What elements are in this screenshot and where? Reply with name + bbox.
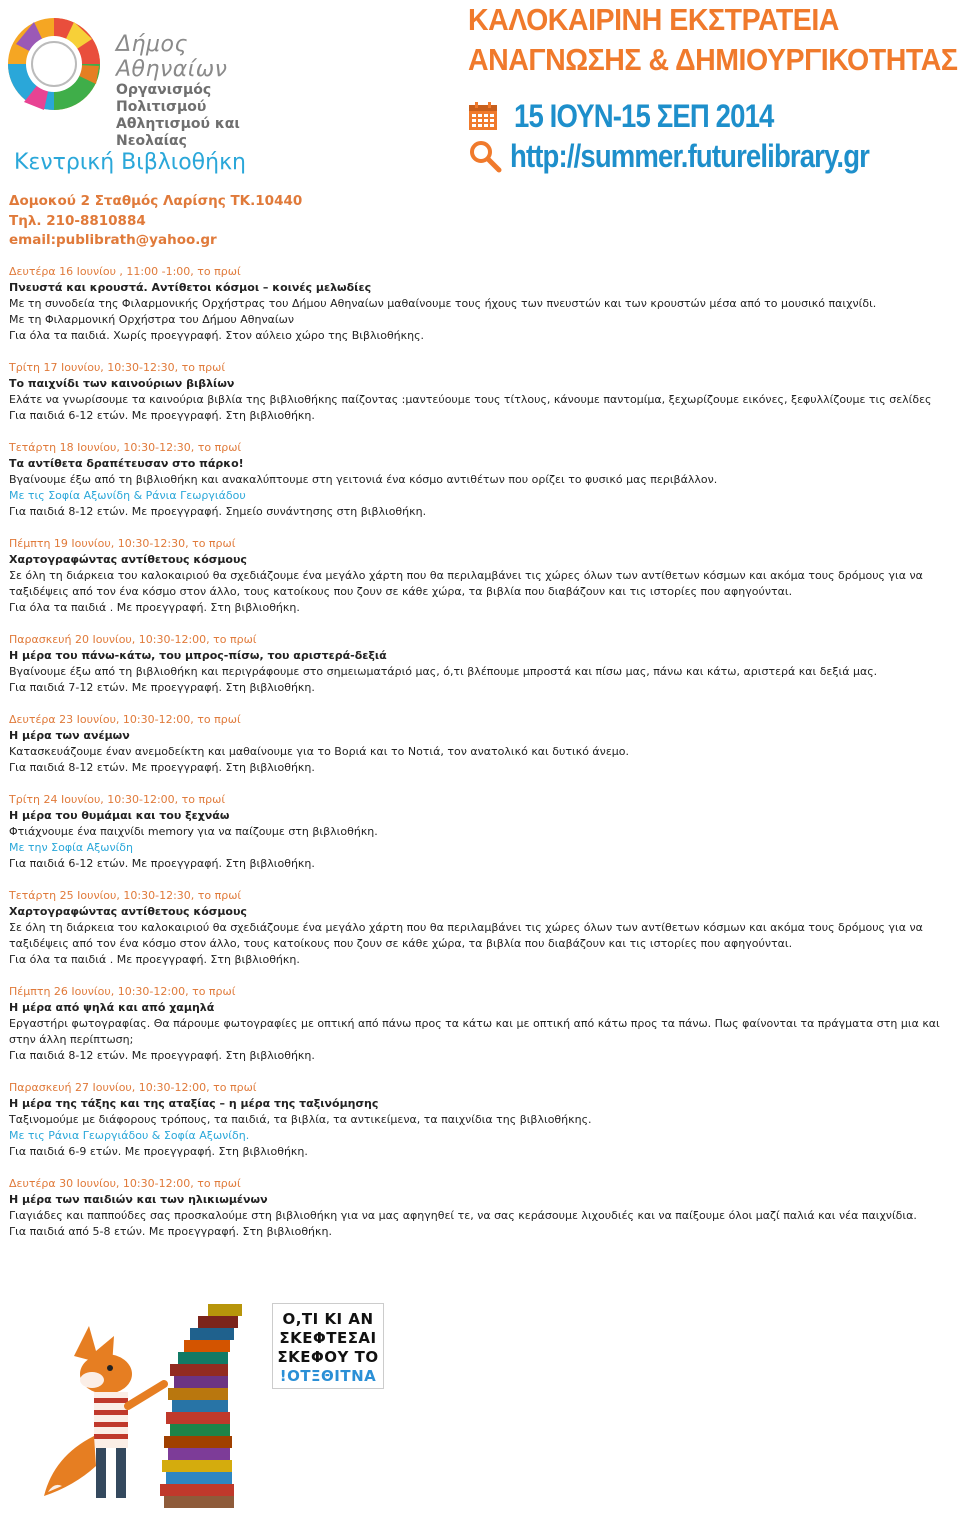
event-description: Εργαστήρι φωτογραφίας. Θα πάρουμε φωτογραφίες με οπτική από πάνω προς τα κάτω και με οπτική από κάτω προς τα πάνω. Πως φαίνονται τα πράγματα στη μια και στην άλλη περίπτωση; xyxy=(9,1017,940,1046)
event-description: Ελάτε να γνωρίσουμε τα καινούρια βιβλία της βιβλιοθήκης παίζοντας :μαντεύουμε τους τίτλους, κάνουμε παντομίμα, ξεχωρίζουμε εικόνες, ξεφυλλίζουμε τις σελίδες xyxy=(9,393,932,406)
event-info: Για παιδιά 7-12 ετών. Με προεγγραφή. Στη βιβλιοθήκη. xyxy=(9,681,315,694)
event-item xyxy=(9,632,957,696)
logo-organization-line2: Αθλητισμού και Νεολαίας xyxy=(116,116,240,149)
fox-icon xyxy=(44,1326,164,1498)
event-title: Το παιχνίδι των καινούριων βιβλίων xyxy=(9,377,235,390)
event-item xyxy=(9,536,957,616)
calendar-icon xyxy=(468,101,498,131)
event-hosts: Με την Σοφία Αξωνίδη xyxy=(9,841,134,854)
event-description: Γιαγιάδες και παππούδες σας προσκαλούμε στη βιβλιοθήκη για να μας αφηγηθεί τε, να σας κεράσουμε λιχουδιές και να παίξουμε όλοι μαζί παλιά και νέα παιχνίδια. xyxy=(9,1209,917,1222)
event-title: Τα αντίθετα δραπέτευσαν στο πάρκο! xyxy=(9,457,244,470)
slogan-line2: ΣΚΕΦΤΕΣΑΙ xyxy=(279,1329,377,1347)
event-title: Χαρτογραφώντας αντίθετους κόσμους xyxy=(9,553,247,566)
campaign-dates-text: 15 ΙΟΥΝ-15 ΣΕΠ 2014 xyxy=(514,97,774,134)
event-title: Η μέρα της τάξης και της αταξίας – η μέρα της ταξινόμησης xyxy=(9,1097,379,1110)
event-hosts: Με τις Ράνια Γεωργιάδου & Σοφία Αξωνίδη. xyxy=(9,1129,250,1142)
event-info: Για παιδιά 8-12 ετών. Με προεγγραφή. Στη βιβλιοθήκη. xyxy=(9,1049,315,1062)
event-info: Για όλα τα παιδιά . Με προεγγραφή. Στη βιβλιοθήκη. xyxy=(9,601,300,614)
event-date: Δευτέρα 16 Ιουνίου , 11:00 -1:00, το πρωί xyxy=(9,265,241,278)
event-info: Για όλα τα παιδιά . Με προεγγραφή. Στη βιβλιοθήκη. xyxy=(9,953,300,966)
logo-organization-line1: Οργανισμός Πολιτισμού xyxy=(116,82,212,115)
library-title: Κεντρική Βιβλιοθήκη xyxy=(14,150,246,175)
event-item xyxy=(9,440,957,520)
event-description: Σε όλη τη διάρκεια του καλοκαιριού θα σχεδιάζουμε ένα μεγάλο χάρτη που θα περιλαμβάνει τις χώρες όλων των αντίθετων κόσμων και ακόμα τους δρόμους για να ταξιδέψεις από τον ένα κόσμο στον άλλο, τους κατοίκους που ζουν σε κάθε χώρα, τα βιβλία που διαβάζουν και τις ιστορίες που αφηγούνται. xyxy=(9,569,923,598)
campaign-title-line1: ΚΑΛΟΚΑΙΡΙΝΗ ΕΚΣΤΡΑΤΕΙΑ xyxy=(468,2,839,37)
slogan-line3: ΣΚΕΦΟΥ ΤΟ xyxy=(277,1348,379,1366)
event-item xyxy=(9,1080,957,1160)
event-info: Για παιδιά 8-12 ετών. Με προεγγραφή. Σημείο συνάντησης στη βιβλιοθήκη. xyxy=(9,505,427,518)
event-hosts: Με τις Σοφία Αξωνίδη & Ράνια Γεωργιάδου xyxy=(9,489,246,502)
municipality-logo xyxy=(4,10,274,149)
event-date: Τετάρτη 25 Ιουνίου, 10:30-12:30, το πρωί xyxy=(9,889,242,902)
slogan-box xyxy=(272,1303,384,1389)
logo-municipality-name: Δήμος Αθηναίων xyxy=(116,32,228,82)
event-info: Για παιδιά από 5-8 ετών. Με προεγγραφή. Στη βιβλιοθήκη. xyxy=(9,1225,332,1238)
event-info: Για όλα τα παιδιά. Χωρίς προεγγραφή. Στον αύλειο χώρο της Βιβλιοθήκης. xyxy=(9,329,425,342)
event-date: Πέμπτη 26 Ιουνίου, 10:30-12:00, το πρωί xyxy=(9,985,236,998)
event-date: Τρίτη 24 Ιουνίου, 10:30-12:00, το πρωί xyxy=(9,793,226,806)
event-description: Ταξινομούμε με διάφορους τρόπους, τα παιδιά, τα βιβλία, τα αντικείμενα, τα παιχνίδια της βιβλιοθήκης. xyxy=(9,1113,592,1126)
campaign-url[interactable] xyxy=(468,136,927,176)
event-date: Πέμπτη 19 Ιουνίου, 10:30-12:30, το πρωί xyxy=(9,537,236,550)
event-description: Σε όλη τη διάρκεια του καλοκαιριού θα σχεδιάζουμε ένα μεγάλο χάρτη που θα περιλαμβάνει τις χώρες όλων των αντίθετων κόσμων και ακόμα τους δρόμους για να ταξιδέψεις από τον ένα κόσμο στον άλλο, τους κατοίκους που ζουν σε κάθε χώρα, τα βιβλία που διαβάζουν και τις ιστορίες που αφηγούνται. xyxy=(9,921,923,950)
event-item xyxy=(9,792,957,872)
event-title: Η μέρα των ανέμων xyxy=(9,729,130,742)
campaign-title-line2: ΑΝΑΓΝΩΣΗΣ & ΔΗΜΙΟΥΡΓΙΚΟΤΗΤΑΣ xyxy=(468,42,958,77)
event-title: Η μέρα του πάνω-κάτω, του μπρος-πίσω, του αριστερά-δεξιά xyxy=(9,649,387,662)
event-date: Τετάρτη 18 Ιουνίου, 10:30-12:30, το πρωί xyxy=(9,441,242,454)
event-title: Πνευστά και κρουστά. Αντίθετοι κόσμοι – κοινές μελωδίες xyxy=(9,281,372,294)
event-date: Παρασκευή 27 Ιουνίου, 10:30-12:00, το πρωί xyxy=(9,1081,257,1094)
event-info: Για παιδιά 8-12 ετών. Με προεγγραφή. Στη βιβλιοθήκη. xyxy=(9,761,315,774)
event-title: Η μέρα του θυμάμαι και του ξεχνάω xyxy=(9,809,230,822)
event-description: Φτιάχνουμε ένα παιχνίδι memory για να παίζουμε στη βιβλιοθήκη. xyxy=(9,825,378,838)
slogan-line1: Ο,ΤΙ ΚΙ ΑΝ xyxy=(282,1310,374,1328)
event-description: Με τη συνοδεία της Φιλαρμονικής Ορχήστρας του Δήμου Αθηναίων μαθαίνουμε τους ήχους των πνευστών και των κρουστών μέσα από το μουσικό παιχνίδι. xyxy=(9,297,877,310)
phone: Τηλ. 210-8810884 xyxy=(9,212,146,229)
event-description: Κατασκευάζουμε έναν ανεμοδείκτη και μαθαίνουμε για το Βοριά και το Νοτιά, τον ανατολικό και δυτικό άνεμο. xyxy=(9,745,629,758)
search-icon xyxy=(468,139,502,173)
book-stack-icon xyxy=(160,1304,242,1508)
event-title: Η μέρα από ψηλά και από χαμηλά xyxy=(9,1001,215,1014)
campaign-url-text[interactable]: http://summer.futurelibrary.gr xyxy=(510,137,870,174)
event-item xyxy=(9,1176,957,1240)
events-list xyxy=(9,264,957,1256)
event-info: Για παιδιά 6-12 ετών. Με προεγγραφή. Στη βιβλιοθήκη. xyxy=(9,409,315,422)
event-item xyxy=(9,984,957,1064)
contact-info xyxy=(9,192,302,251)
event-description: Με τη Φιλαρμονική Ορχήστρα του Δήμου Αθηναίων xyxy=(9,313,294,326)
email[interactable]: email:publibrath@yahoo.gr xyxy=(9,232,217,248)
event-date: Τρίτη 17 Ιουνίου, 10:30-12:30, το πρωί xyxy=(9,361,226,374)
event-item xyxy=(9,712,957,776)
event-info: Για παιδιά 6-12 ετών. Με προεγγραφή. Στη βιβλιοθήκη. xyxy=(9,857,315,870)
event-title: Χαρτογραφώντας αντίθετους κόσμους xyxy=(9,905,247,918)
logo-text xyxy=(116,32,274,150)
event-item xyxy=(9,360,957,424)
event-date: Δευτέρα 30 Ιουνίου, 10:30-12:00, το πρωί xyxy=(9,1177,241,1190)
event-title: Η μέρα των παιδιών και των ηλικιωμένων xyxy=(9,1193,268,1206)
event-description: Βγαίνουμε έξω από τη βιβλιοθήκη και ανακαλύπτουμε στη γειτονιά ένα κόσμο αντιθέτων που ορίζει το φυσικό μας περιβάλλον. xyxy=(9,473,718,486)
logo-circle-icon xyxy=(4,14,104,114)
address: Δομοκού 2 Σταθμός Λαρίσης ΤΚ.10440 xyxy=(9,193,303,209)
slogan-line4: !ΟΤΞΘΙΤΝΑ xyxy=(279,1367,377,1385)
event-description: Βγαίνουμε έξω από τη βιβλιοθήκη και περιγράφουμε στο σημειωματάριό μας, ό,τι βλέπουμε μπροστά και πίσω μας, πάνω και κάτω, αριστερά και δεξιά μας. xyxy=(9,665,878,678)
header xyxy=(0,0,960,260)
event-date: Δευτέρα 23 Ιουνίου, 10:30-12:00, το πρωί xyxy=(9,713,241,726)
event-date: Παρασκευή 20 Ιουνίου, 10:30-12:00, το πρωί xyxy=(9,633,257,646)
event-info: Για παιδιά 6-9 ετών. Με προεγγραφή. Στη βιβλιοθήκη. xyxy=(9,1145,308,1158)
event-item xyxy=(9,264,957,344)
fox-with-books-illustration xyxy=(14,1296,264,1514)
campaign-dates xyxy=(468,96,816,136)
event-item xyxy=(9,888,957,968)
campaign-title xyxy=(468,0,958,80)
